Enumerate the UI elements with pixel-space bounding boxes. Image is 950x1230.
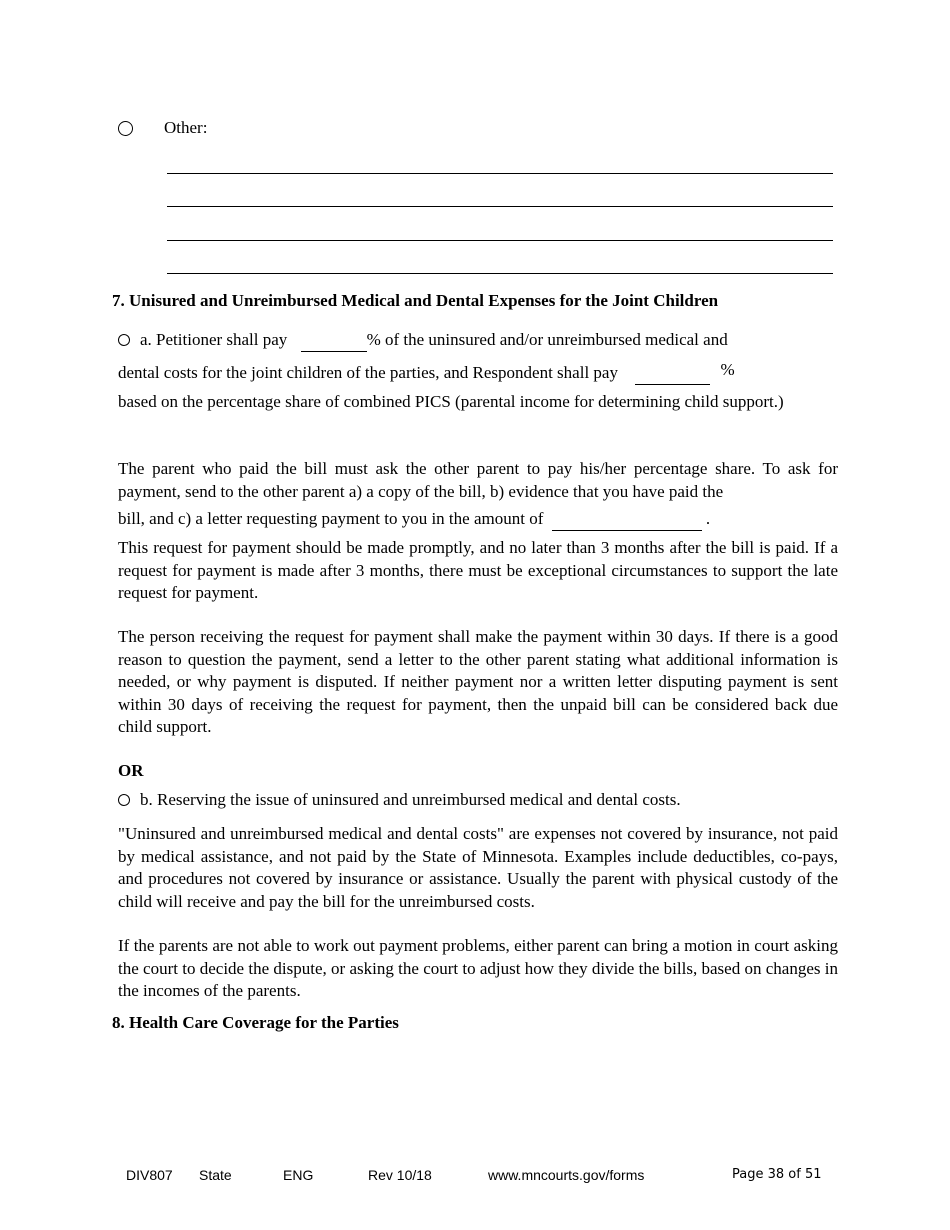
other-label: Other: (164, 118, 208, 137)
other-line-1[interactable] (167, 173, 833, 174)
other-line-3[interactable] (167, 240, 833, 241)
footer-revision: Rev 10/18 (368, 1167, 432, 1183)
option-a-text-2: % of the uninsured and/or unreimbursed medical and (366, 330, 728, 349)
payment-response-text: The person receiving the request for payment shall make the payment within 30 days. If there is a good reason to question the payment, send a letter to the other parent stating what additional information is needed, or why payment is disputed. If neither payment nor a written letter disputing payment is sent within 30 days of receiving the request for payment, then the unpaid bill can be considered back due child support. (118, 627, 838, 736)
dispute-text: If the parents are not able to work out payment problems, either parent can bring a motion in court asking the court to decide the dispute, or asking the court to adjust how they divide the bills, based on changes in the incomes of the parents. (118, 936, 838, 1000)
option-a-text-1: a. Petitioner shall pay (140, 330, 288, 349)
option-a-text-3: dental costs for the joint children of the parties, and Respondent shall pay (118, 363, 618, 382)
footer-form-id: DIV807 (126, 1167, 173, 1183)
section-7-heading: 7. Unisured and Unreimbursed Medical and Dental Expenses for the Joint Children (112, 291, 719, 310)
option-a-percent-sign: % (720, 360, 735, 379)
footer-url[interactable]: www.mncourts.gov/forms (488, 1167, 645, 1183)
footer-language: ENG (283, 1167, 314, 1183)
other-radio[interactable] (118, 121, 133, 136)
petitioner-percent-field[interactable] (301, 329, 367, 352)
option-a-line-2 (118, 362, 735, 385)
or-label: OR (118, 761, 144, 780)
option-b-radio[interactable] (118, 794, 130, 806)
option-a-line-1 (140, 329, 728, 352)
other-line-4[interactable] (167, 273, 833, 274)
footer-page: Page 38 of 51 (732, 1167, 822, 1182)
payment-amount-line (118, 508, 710, 531)
option-b-text: b. Reserving the issue of uninsured and unreimbursed medical and dental costs. (140, 790, 681, 809)
option-a-radio[interactable] (118, 334, 130, 346)
definition-text: "Uninsured and unreimbursed medical and dental costs" are expenses not covered by insurance, not paid by medical assistance, and not paid by the State of Minnesota. Examples include deductibles, co-pays, and procedures not covered by insurance or assistance. Usually the parent with physical custody of the child will receive and pay the bill for the unreimbursed costs. (118, 824, 838, 911)
payment-amount-text: bill, and c) a letter requesting payment to you in the amount of (118, 509, 544, 528)
payment-amount-field[interactable] (552, 508, 702, 531)
payment-request-continued: This request for payment should be made promptly, and no later than 3 months after the bill is paid. If a request for payment is made after 3 months, there must be exceptional circumstances to support the late request for payment. (118, 538, 838, 602)
footer-jurisdiction: State (199, 1167, 232, 1183)
other-line-2[interactable] (167, 206, 833, 207)
option-a-text-4: based on the percentage share of combined PICS (parental income for determining child support.) (118, 392, 784, 411)
payment-request-text: The parent who paid the bill must ask the other parent to pay his/her percentage share. To ask for payment, send to the other parent a) a copy of the bill, b) evidence that you have paid the (118, 459, 838, 501)
section-8-heading: 8. Health Care Coverage for the Parties (112, 1013, 399, 1032)
payment-amount-period: . (705, 509, 711, 528)
respondent-percent-field[interactable] (635, 362, 710, 385)
